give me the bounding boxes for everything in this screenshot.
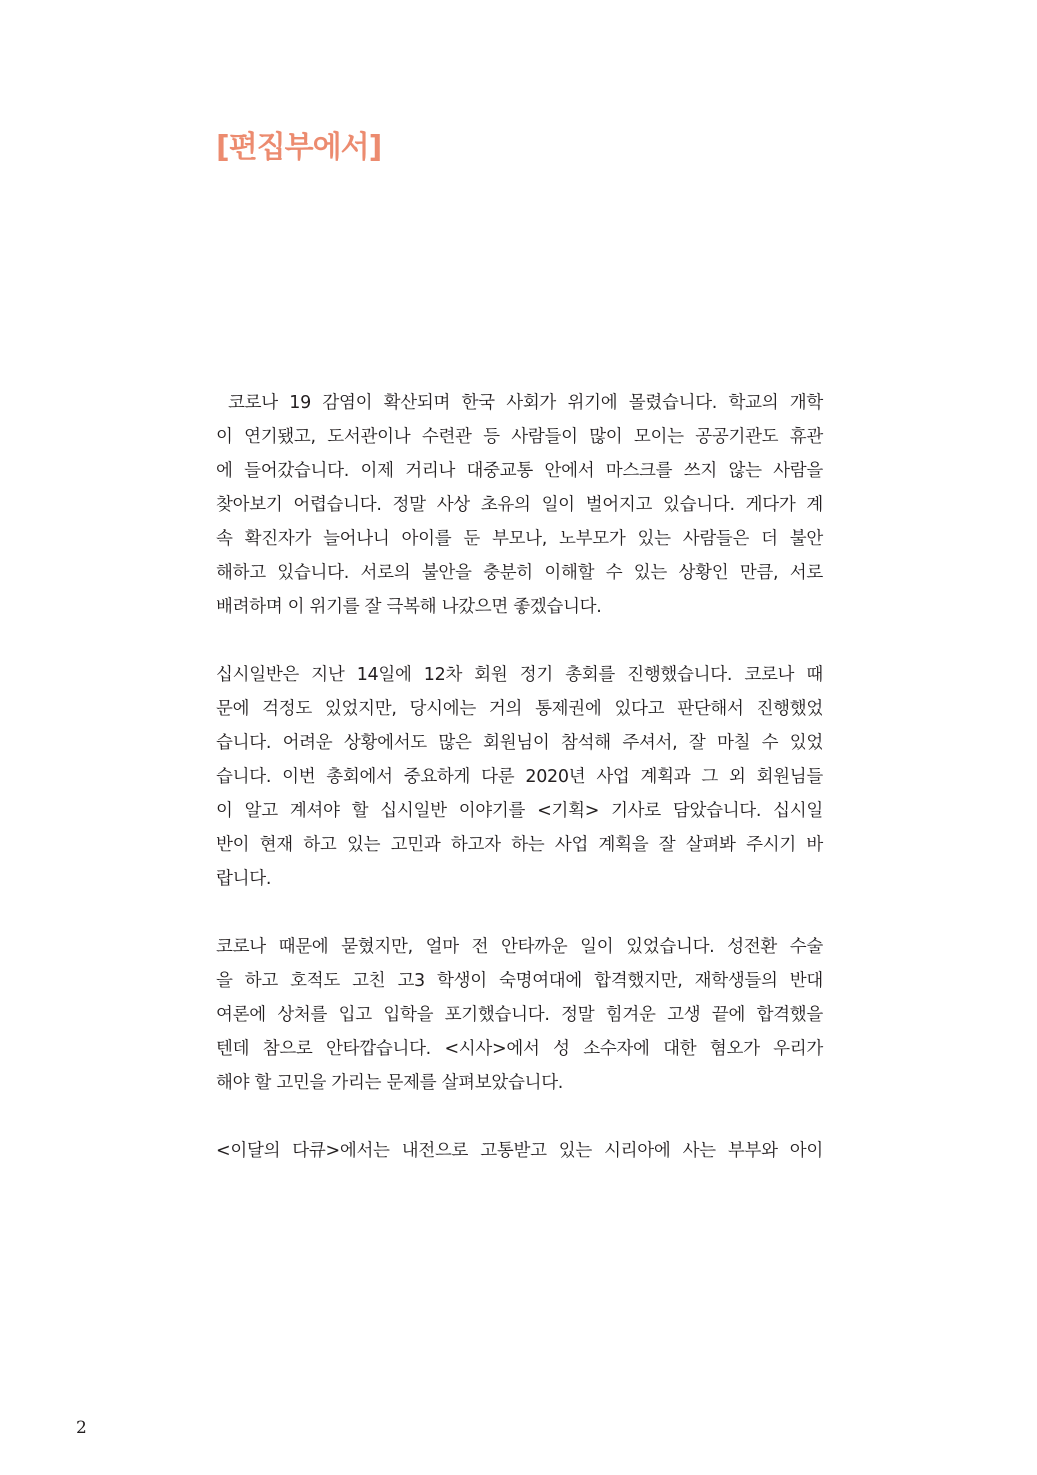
text-line: <이달의 다큐>에서는 내전으로 고통받고 있는 시리아에 사는 부부와 아이	[216, 1141, 823, 1161]
text-line: 해하고 있습니다. 서로의 불안을 충분히 이해할 수 있는 상황인 만큼, 서로	[216, 563, 823, 583]
text-line: 찾아보기 어렵습니다. 정말 사상 초유의 일이 벌어지고 있습니다. 게다가 계	[216, 495, 823, 515]
text-line: 이 알고 계셔야 할 십시일반 이야기를 <기획> 기사로 담았습니다. 십시일	[216, 801, 823, 821]
text-line: 랍니다.	[216, 869, 272, 889]
paragraph	[216, 930, 823, 1100]
paragraph	[216, 386, 823, 624]
text-line: 여론에 상처를 입고 입학을 포기했습니다. 정말 힘겨운 고생 끝에 합격했을	[216, 1005, 823, 1025]
paragraph	[216, 658, 823, 896]
page-number: 2	[76, 1418, 87, 1438]
text-line: 속 확진자가 늘어나니 아이를 둔 부모나, 노부모가 있는 사람들은 더 불안	[216, 529, 823, 549]
page-title: [편집부에서]	[216, 130, 382, 165]
text-line: 이 연기됐고, 도서관이나 수련관 등 사람들이 많이 모이는 공공기관도 휴관	[216, 427, 823, 447]
text-line: 반이 현재 하고 있는 고민과 하고자 하는 사업 계획을 잘 살펴봐 주시기 바	[216, 835, 823, 855]
text-line: 을 하고 호적도 고친 고3 학생이 숙명여대에 합격했지만, 재학생들의 반대	[216, 971, 823, 991]
text-line: 습니다. 이번 총회에서 중요하게 다룬 2020년 사업 계획과 그 외 회원님들	[216, 767, 823, 787]
body-text	[216, 386, 823, 1168]
text-line: 습니다. 어려운 상황에서도 많은 회원님이 참석해 주셔서, 잘 마칠 수 있었	[216, 733, 823, 753]
paragraph	[216, 1134, 823, 1168]
text-line: 코로나 19 감염이 확산되며 한국 사회가 위기에 몰렸습니다. 학교의 개학	[228, 393, 823, 413]
text-line: 텐데 참으로 안타깝습니다. <시사>에서 성 소수자에 대한 혐오가 우리가	[216, 1039, 823, 1059]
text-line: 에 들어갔습니다. 이제 거리나 대중교통 안에서 마스크를 쓰지 않는 사람을	[216, 461, 823, 481]
text-line: 코로나 때문에 묻혔지만, 얼마 전 안타까운 일이 있었습니다. 성전환 수술	[216, 937, 823, 957]
text-line: 문에 걱정도 있었지만, 당시에는 거의 통제권에 있다고 판단해서 진행했었	[216, 699, 823, 719]
text-line: 해야 할 고민을 가리는 문제를 살펴보았습니다.	[216, 1073, 564, 1093]
text-line: 배려하며 이 위기를 잘 극복해 나갔으면 좋겠습니다.	[216, 597, 602, 617]
text-line: 십시일반은 지난 14일에 12차 회원 정기 총회를 진행했습니다. 코로나 때	[216, 665, 823, 685]
